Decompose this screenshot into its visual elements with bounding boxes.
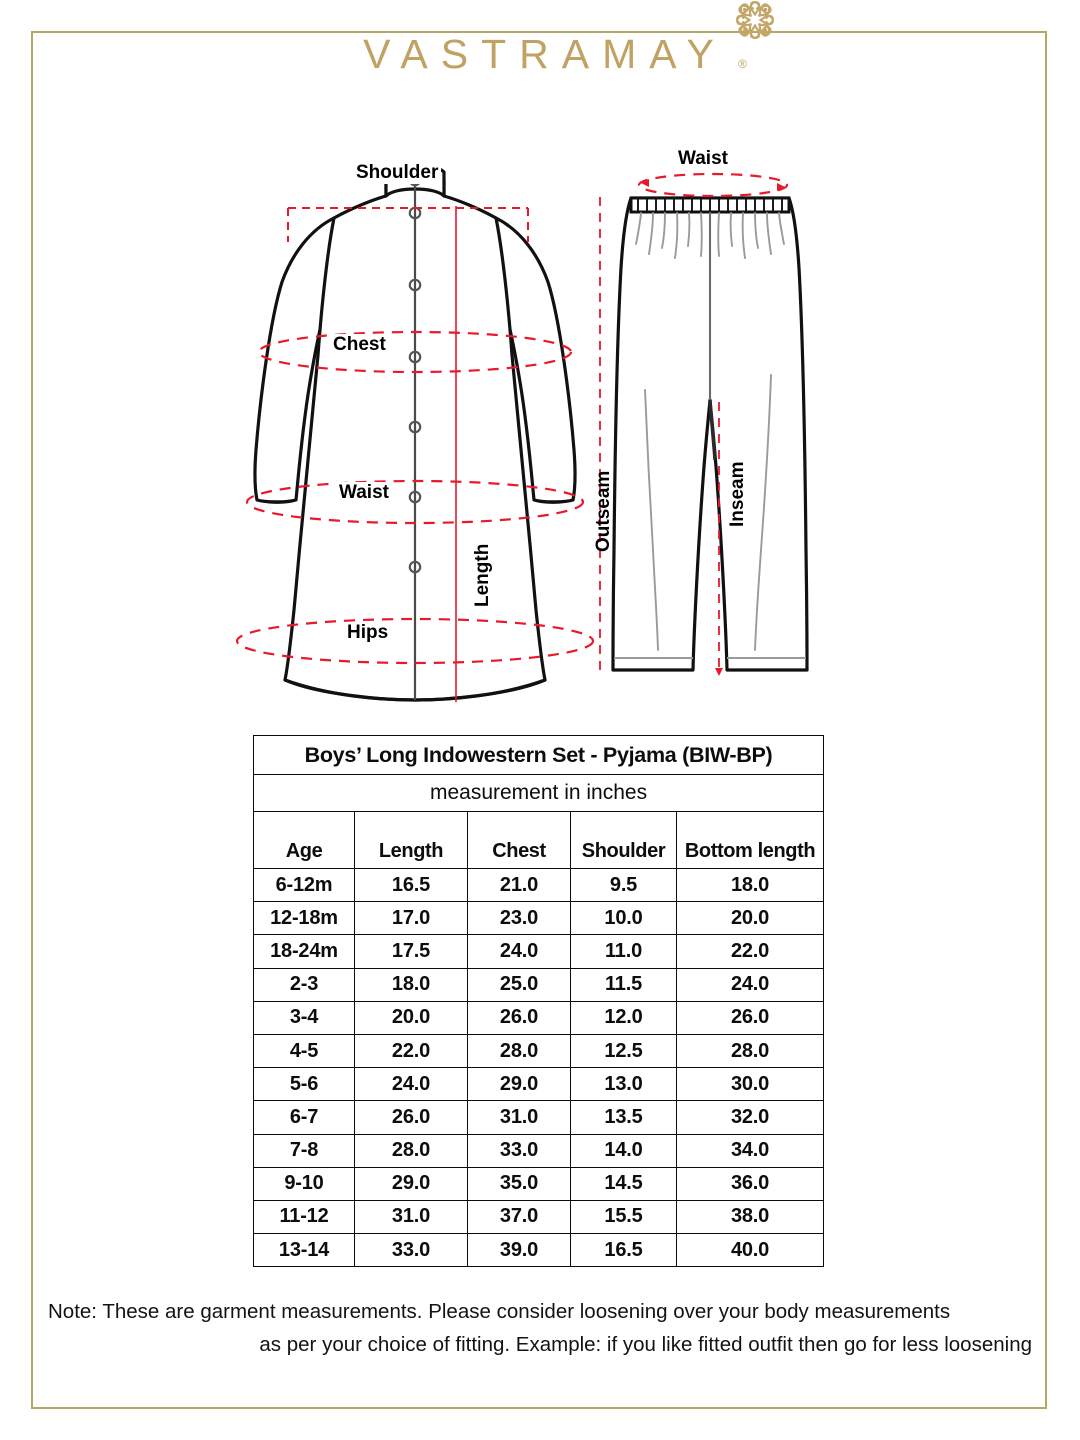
kurta-length-label: Length [472, 543, 493, 607]
column-header-shoulder: Shoulder [571, 812, 677, 869]
outseam-measure-guide [593, 195, 607, 675]
table-cell: 12-18m [254, 902, 355, 935]
table-cell: 24.0 [355, 1068, 468, 1101]
table-cell: 17.5 [355, 935, 468, 968]
note-line-1: Note: These are garment measurements. Please consider loosening over your body measurements [48, 1300, 951, 1323]
table-cell: 18-24m [254, 935, 355, 968]
table-cell: 11.0 [571, 935, 677, 968]
table-cell: 20.0 [355, 1001, 468, 1034]
brand-logo [0, 31, 1080, 77]
brand-name: VASTRAMAY [363, 31, 727, 77]
table-cell: 5-6 [254, 1068, 355, 1101]
table-row [254, 1068, 824, 1101]
table-cell: 30.0 [677, 1068, 824, 1101]
table-cell: 20.0 [677, 902, 824, 935]
table-title: Boys’ Long Indowestern Set - Pyjama (BIW-BP) [254, 736, 824, 775]
table-cell: 22.0 [677, 935, 824, 968]
table-cell: 12.5 [571, 1034, 677, 1067]
column-header-bottom-length: Bottom length [677, 812, 824, 869]
table-row [254, 1101, 824, 1134]
table-cell: 40.0 [677, 1234, 824, 1267]
table-cell: 32.0 [677, 1101, 824, 1134]
outseam-label: Outseam [593, 470, 614, 552]
table-cell: 11.5 [571, 968, 677, 1001]
table-cell: 26.0 [355, 1101, 468, 1134]
inseam-label: Inseam [727, 461, 748, 527]
table-cell: 38.0 [677, 1200, 824, 1233]
table-cell: 9-10 [254, 1167, 355, 1200]
table-cell: 16.5 [355, 869, 468, 902]
table-cell: 23.0 [468, 902, 571, 935]
table-cell: 21.0 [468, 869, 571, 902]
table-cell: 33.0 [355, 1234, 468, 1267]
table-cell: 11-12 [254, 1200, 355, 1233]
registered-trademark-icon: ® [738, 57, 747, 71]
table-cell: 25.0 [468, 968, 571, 1001]
measurement-diagrams [0, 150, 1080, 720]
table-cell: 28.0 [468, 1034, 571, 1067]
floral-star-ornament-icon [721, 0, 789, 54]
column-header-chest: Chest [468, 812, 571, 869]
table-cell: 24.0 [677, 968, 824, 1001]
column-header-length: Length [355, 812, 468, 869]
table-header-row [254, 812, 824, 869]
length-measure-guide [445, 206, 467, 704]
note-line-2: as per your choice of fitting. Example: if you like fitted outfit then go for less loosening [259, 1333, 1032, 1356]
kurta-shoulder-label: Shoulder [353, 162, 441, 184]
table-row [254, 968, 824, 1001]
pyjama-diagram [575, 150, 845, 710]
table-cell: 17.0 [355, 902, 468, 935]
column-header-age: Age [254, 812, 355, 869]
table-cell: 7-8 [254, 1134, 355, 1167]
kurta-waist-label: Waist [336, 482, 392, 504]
hips-measure-guide [227, 612, 603, 670]
shoulder-measure-guide [280, 200, 540, 250]
table-cell: 13.5 [571, 1101, 677, 1134]
kurta-hips-label: Hips [344, 622, 391, 644]
table-row [254, 869, 824, 902]
table-cell: 6-7 [254, 1101, 355, 1134]
table-cell: 15.5 [571, 1200, 677, 1233]
table-cell: 18.0 [355, 968, 468, 1001]
table-cell: 9.5 [571, 869, 677, 902]
table-cell: 14.0 [571, 1134, 677, 1167]
table-body [254, 869, 824, 1267]
kurta-chest-label: Chest [330, 334, 389, 356]
table-cell: 28.0 [677, 1034, 824, 1067]
table-cell: 29.0 [468, 1068, 571, 1101]
table-row [254, 1200, 824, 1233]
table-row [254, 1001, 824, 1034]
table-cell: 14.5 [571, 1167, 677, 1200]
table-cell: 13-14 [254, 1234, 355, 1267]
table-cell: 12.0 [571, 1001, 677, 1034]
table-cell: 37.0 [468, 1200, 571, 1233]
size-chart-table [253, 735, 824, 1267]
table-cell: 39.0 [468, 1234, 571, 1267]
table-cell: 4-5 [254, 1034, 355, 1067]
pyjama-waist-label: Waist [675, 148, 731, 170]
table-cell: 31.0 [468, 1101, 571, 1134]
table-cell: 26.0 [677, 1001, 824, 1034]
table-cell: 16.5 [571, 1234, 677, 1267]
table-cell: 6-12m [254, 869, 355, 902]
table-cell: 24.0 [468, 935, 571, 968]
table-cell: 28.0 [355, 1134, 468, 1167]
table-cell: 26.0 [468, 1001, 571, 1034]
table-cell: 2-3 [254, 968, 355, 1001]
table-cell: 36.0 [677, 1167, 824, 1200]
table-cell: 18.0 [677, 869, 824, 902]
pyjama-waist-measure-guide [633, 168, 793, 202]
table-cell: 29.0 [355, 1167, 468, 1200]
table-cell: 10.0 [571, 902, 677, 935]
table-cell: 22.0 [355, 1034, 468, 1067]
chest-measure-guide [248, 325, 582, 379]
table-cell: 31.0 [355, 1200, 468, 1233]
table-subtitle: measurement in inches [254, 775, 824, 812]
table-row [254, 935, 824, 968]
table-cell: 33.0 [468, 1134, 571, 1167]
table-cell: 3-4 [254, 1001, 355, 1034]
table-row [254, 902, 824, 935]
table-row [254, 1034, 824, 1067]
table-row [254, 1134, 824, 1167]
table-cell: 34.0 [677, 1134, 824, 1167]
inseam-measure-guide [712, 400, 726, 678]
kurta-diagram [240, 150, 590, 710]
table-row [254, 1234, 824, 1267]
measurement-note [48, 1295, 1032, 1361]
table-row [254, 1167, 824, 1200]
pyjama-technical-drawing [575, 150, 845, 710]
table-cell: 35.0 [468, 1167, 571, 1200]
waist-measure-guide [237, 474, 593, 530]
table-cell: 13.0 [571, 1068, 677, 1101]
